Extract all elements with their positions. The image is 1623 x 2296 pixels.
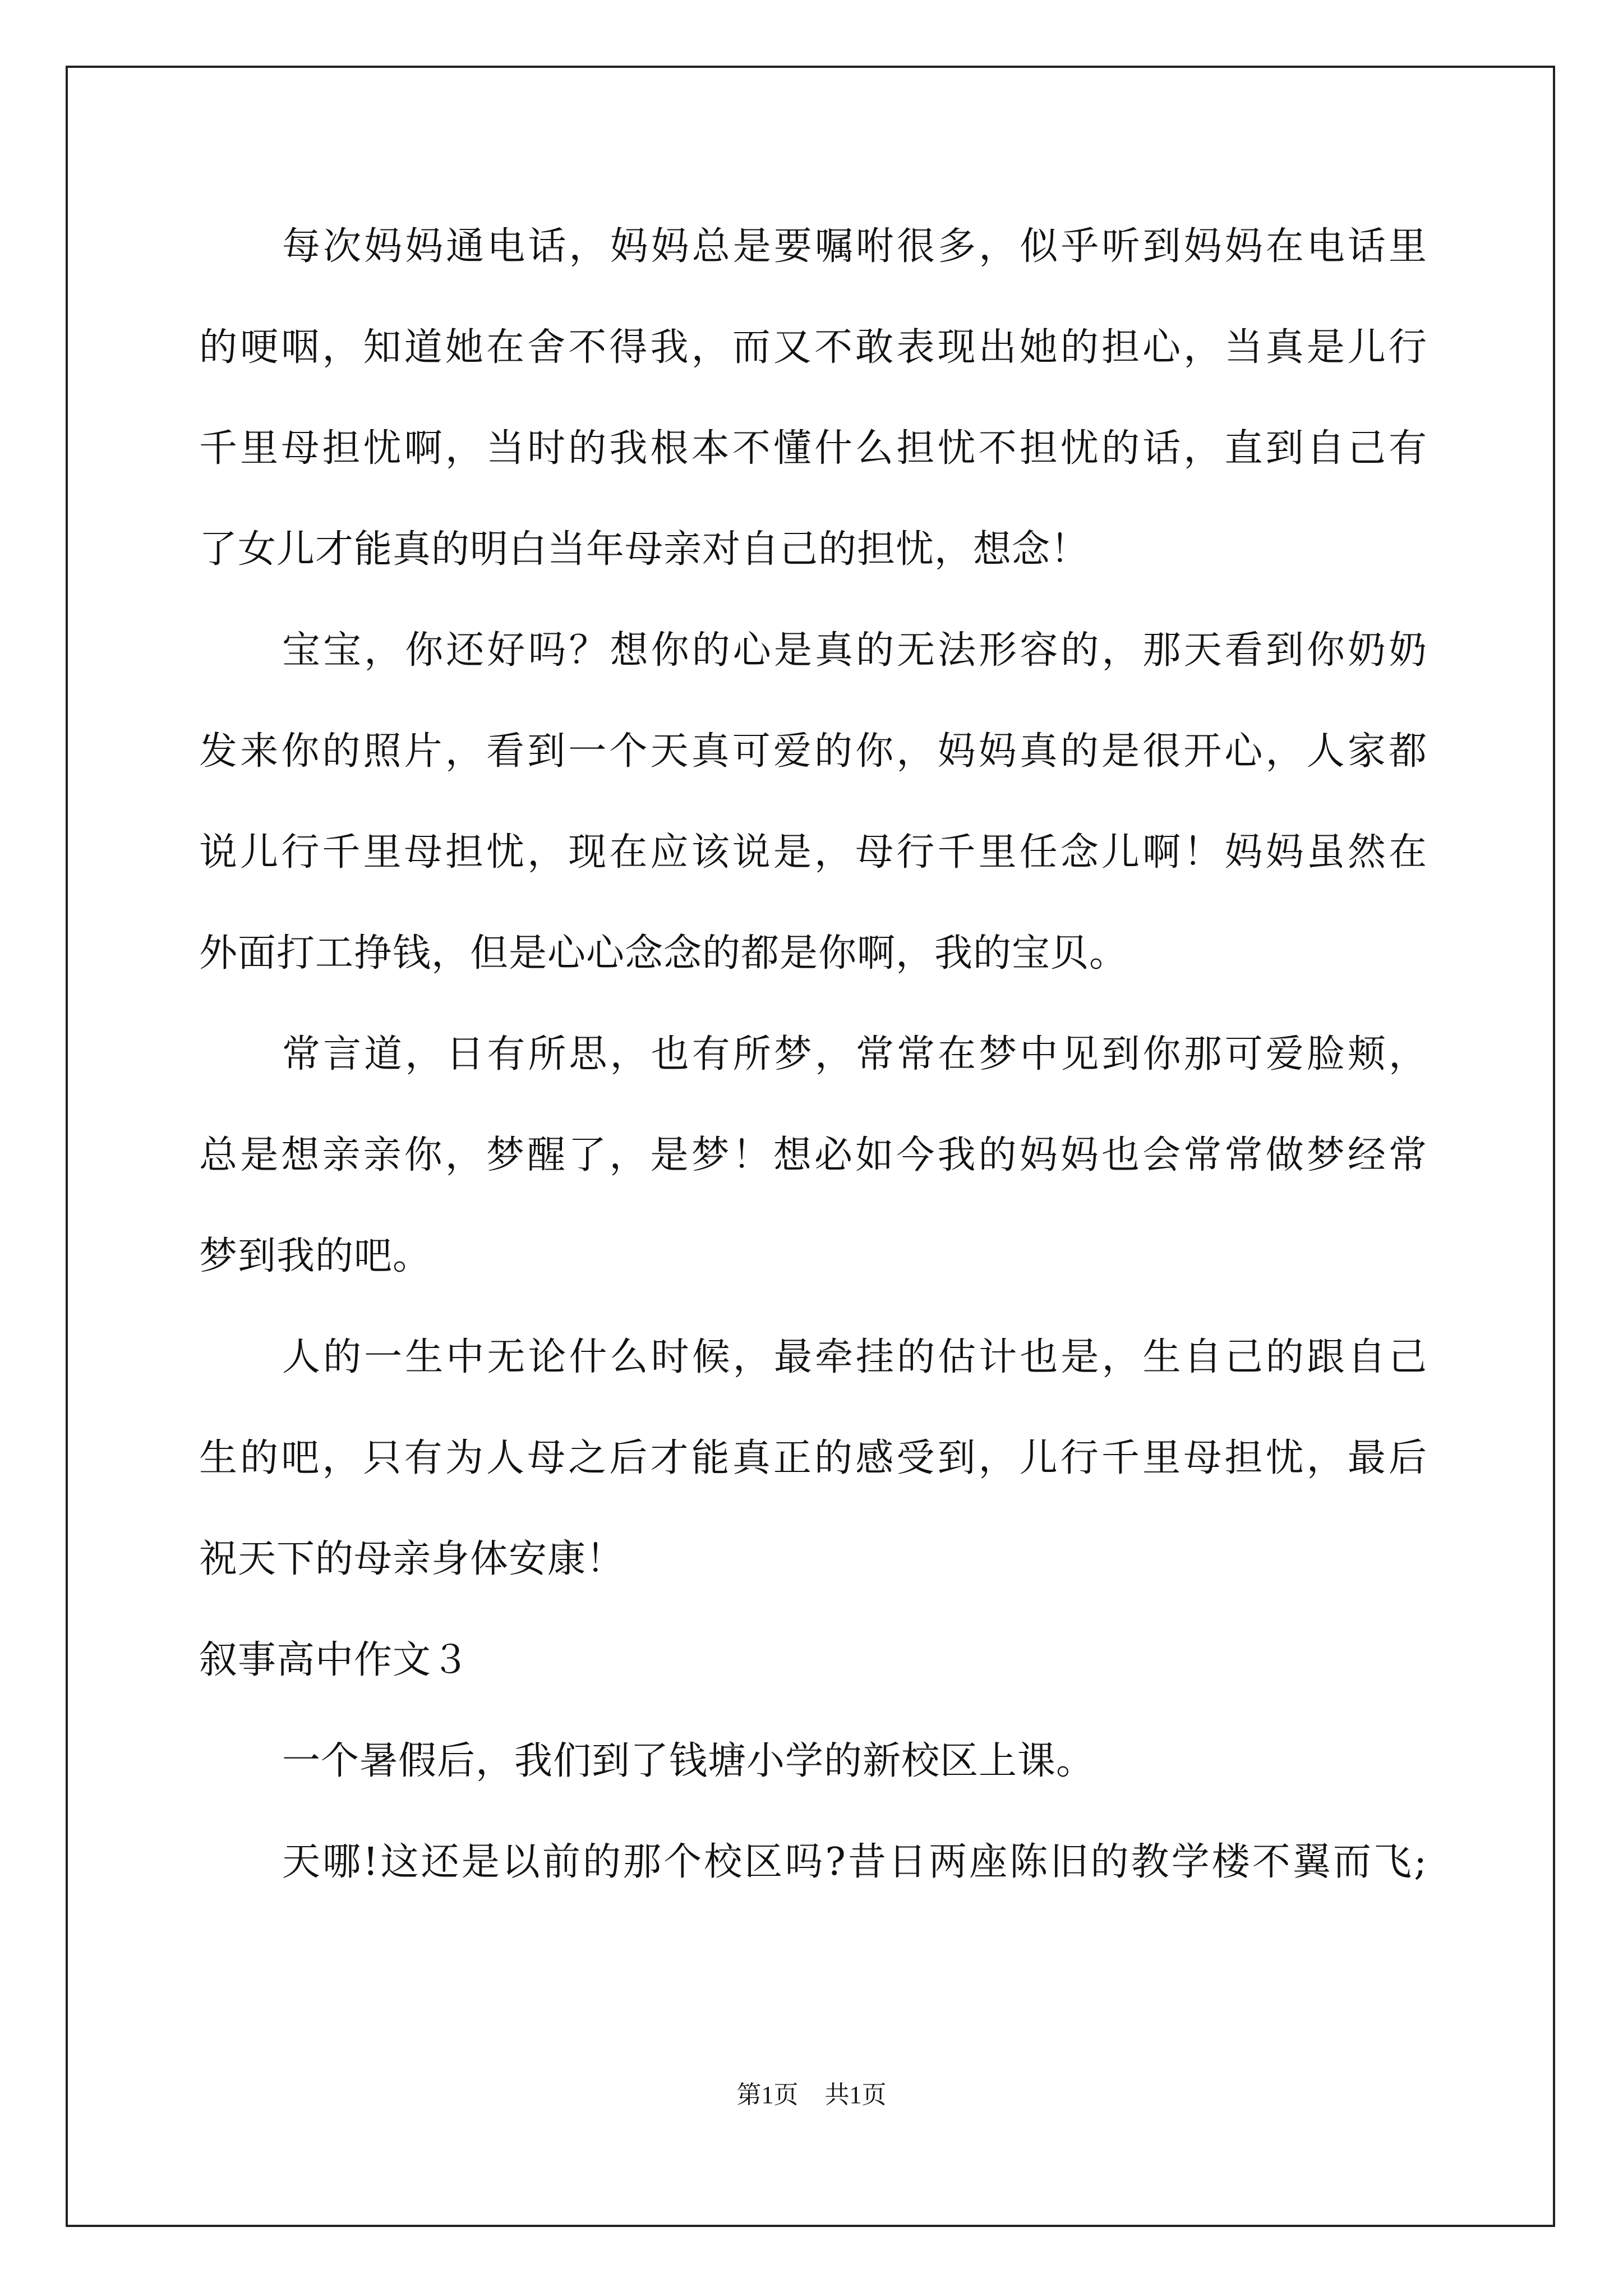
paragraph-6-line-1: 天哪!这还是以前的那个校区吗?昔日两座陈旧的教学楼不翼而飞; <box>282 1840 1427 1884</box>
paragraph-3-line-3: 梦到我的吧。 <box>199 1234 432 1278</box>
paragraph-2-line-3: 说儿行千里母担忧，现在应该说是，母行千里任念儿啊！妈妈虽然在 <box>199 830 1427 875</box>
page-total: 共1页 <box>824 2081 887 2109</box>
paragraph-1-line-2: 的哽咽，知道她在舍不得我，而又不敢表现出她的担心，当真是儿行 <box>199 325 1427 370</box>
paragraph-5-line-1: 一个暑假后，我们到了钱塘小学的新校区上课。 <box>282 1739 1095 1783</box>
page-number: 第1页 <box>736 2081 799 2109</box>
paragraph-3-line-2: 总是想亲亲你，梦醒了，是梦！想必如今我的妈妈也会常常做梦经常 <box>199 1133 1427 1177</box>
paragraph-4-line-1: 人的一生中无论什么时候，最牵挂的估计也是，生自己的跟自己 <box>282 1335 1427 1379</box>
paragraph-1-line-4: 了女儿才能真的明白当年母亲对自己的担忧，想念！ <box>199 527 1090 572</box>
paragraph-2-line-4: 外面打工挣钱，但是心心念念的都是你啊，我的宝贝。 <box>199 931 1128 976</box>
paragraph-2-line-1: 宝宝，你还好吗？想你的心是真的无法形容的，那天看到你奶奶 <box>282 628 1427 673</box>
page-footer <box>0 2078 1623 2112</box>
paragraph-4-line-2: 生的吧，只有为人母之后才能真正的感受到，儿行千里母担忧，最后 <box>199 1436 1427 1480</box>
paragraph-4-line-3: 祝天下的母亲身体安康！ <box>199 1537 625 1581</box>
paragraph-2-line-2: 发来你的照片，看到一个天真可爱的你，妈妈真的是很开心，人家都 <box>199 729 1427 774</box>
section-heading: 叙事高中作文３ <box>199 1638 471 1682</box>
paragraph-1-line-1: 每次妈妈通电话，妈妈总是要嘱咐很多，似乎听到妈妈在电话里 <box>282 224 1427 269</box>
paragraph-3-line-1: 常言道，日有所思，也有所梦，常常在梦中见到你那可爱脸颊， <box>282 1032 1427 1076</box>
paragraph-1-line-3: 千里母担忧啊，当时的我根本不懂什么担忧不担忧的话，直到自己有 <box>199 426 1427 471</box>
